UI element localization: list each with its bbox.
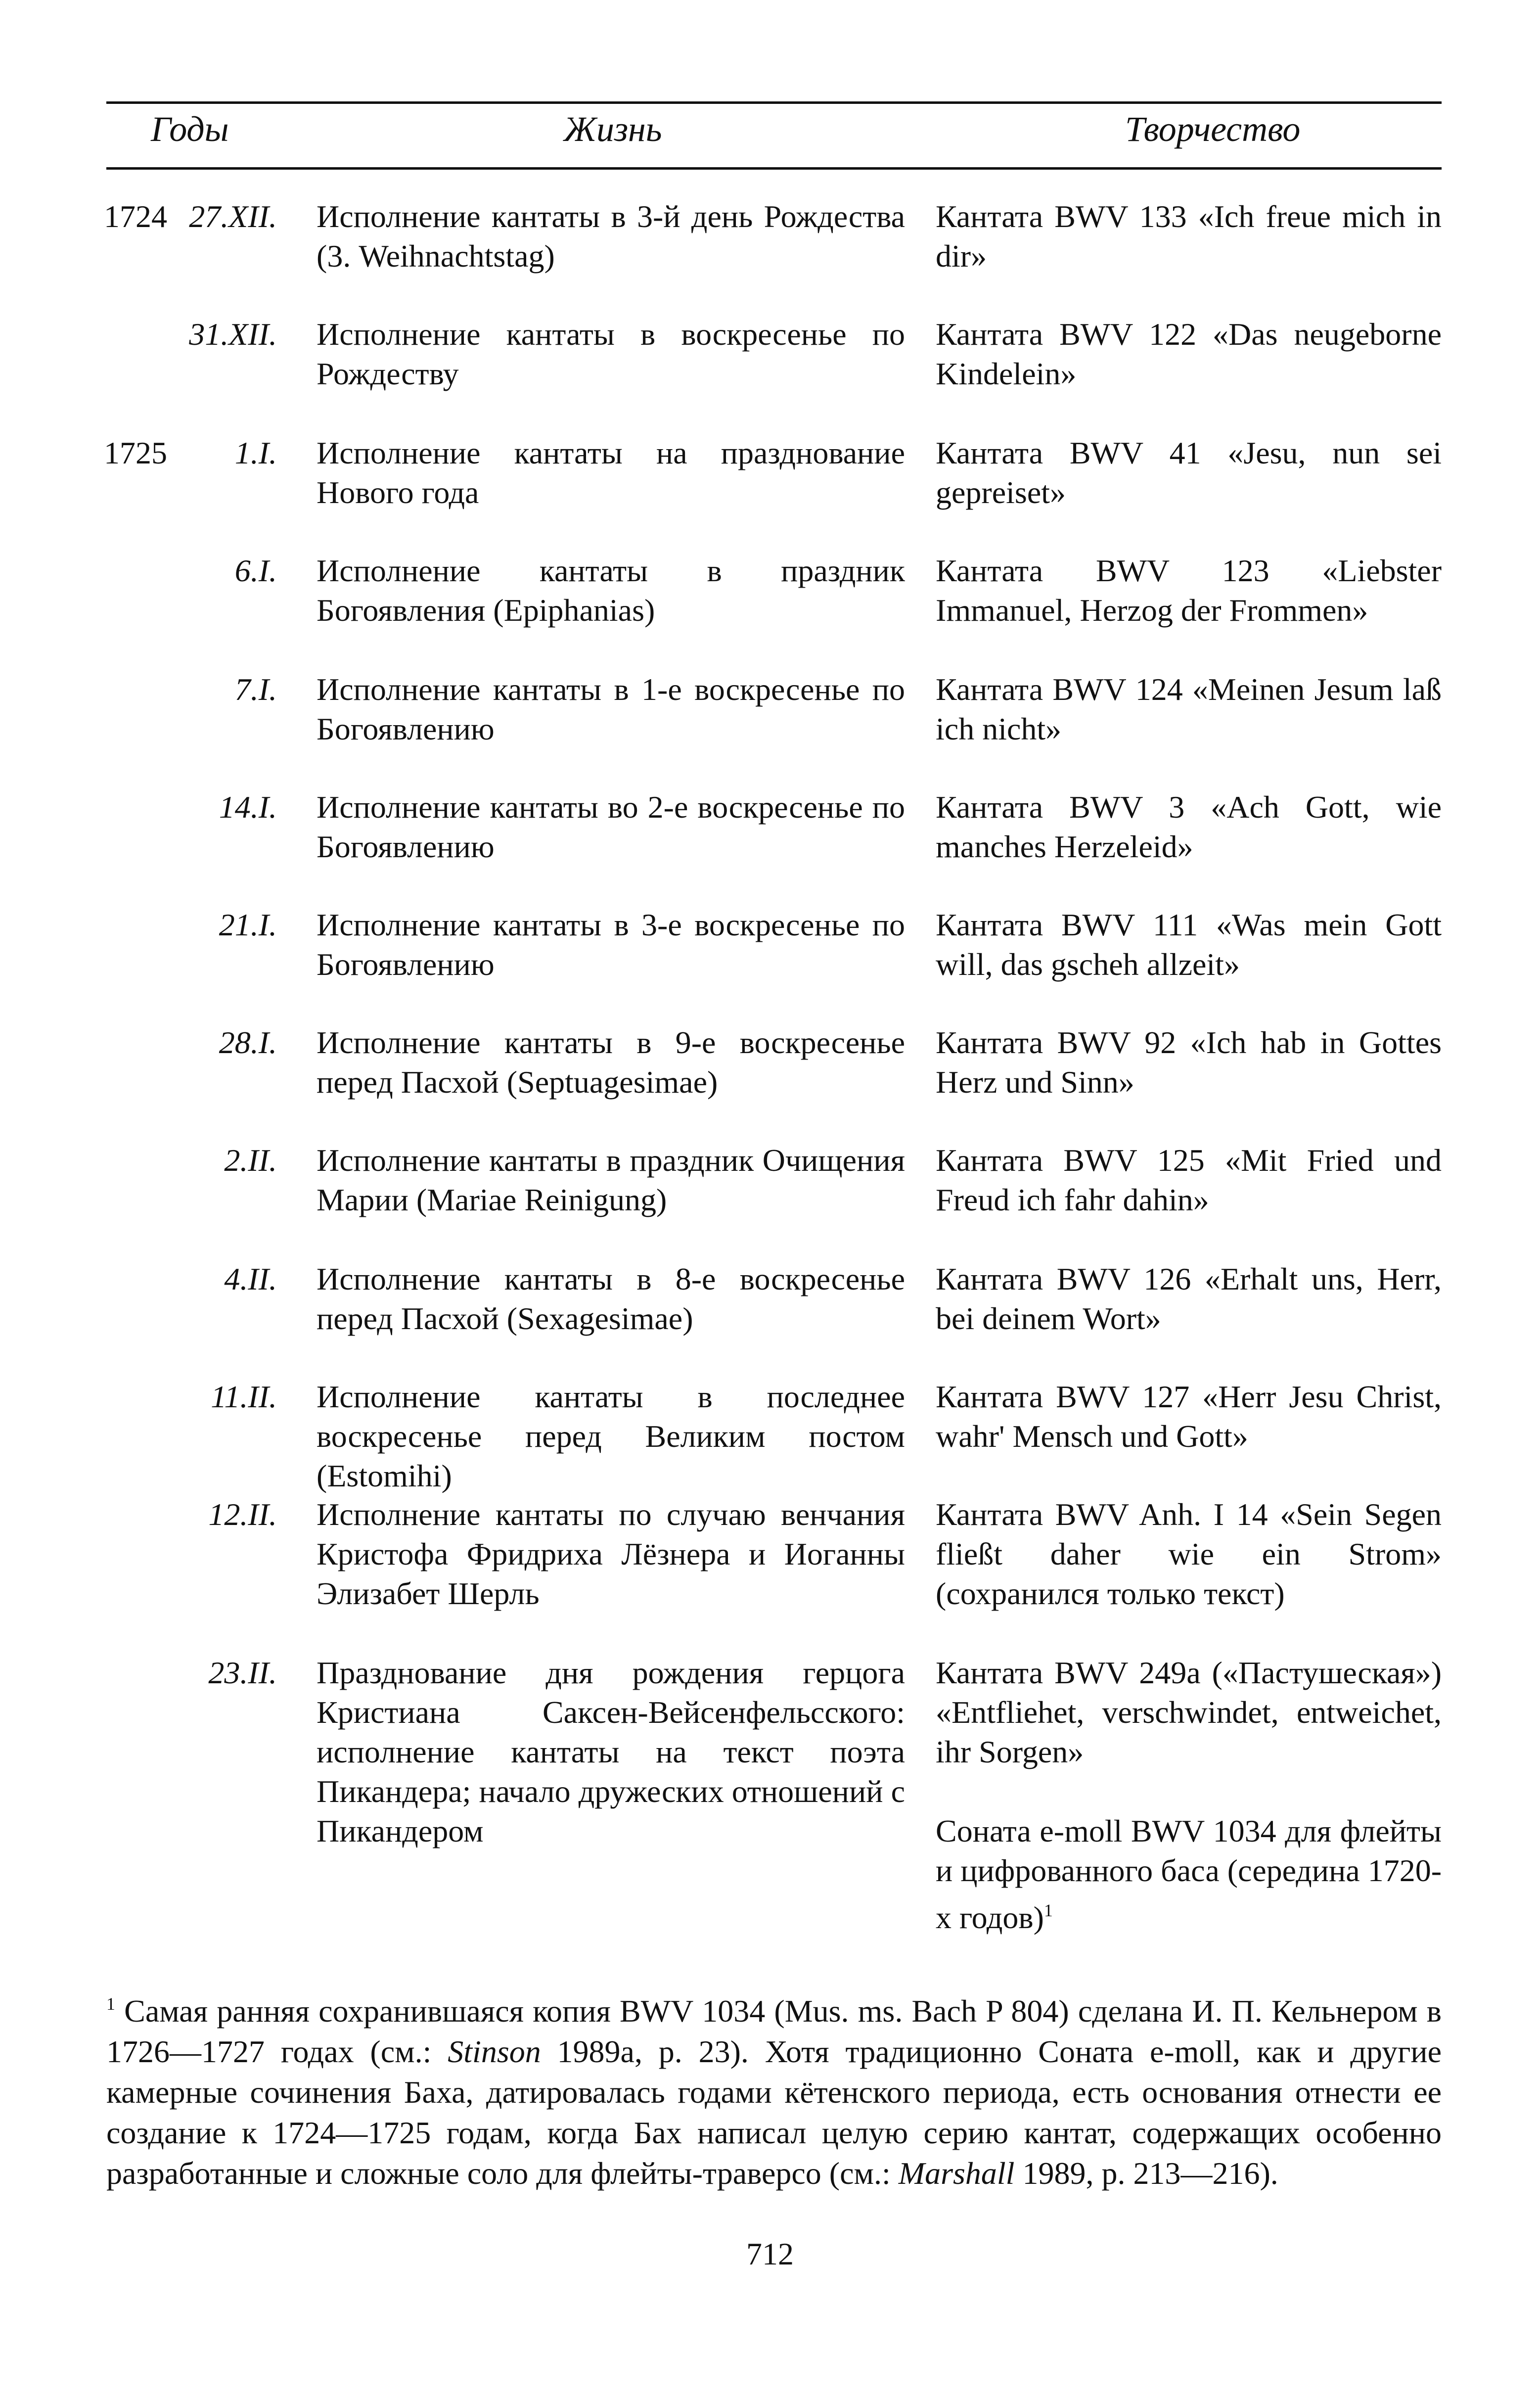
row-life: Исполнение кантаты в 3-й день Рождества (3. Weihnachtstag) [317,199,905,274]
row-date: 7.I. [234,672,277,707]
row-date: 31.XII. [189,317,277,352]
row-life: Исполнение кантаты по случаю венчания Кристофа Фридриха Лёзнера и Иоганны Элизабет Шерль [317,1497,905,1611]
row-work: Кантата BWV 126 «Erhalt uns, Herr, bei deinem Wort» [936,1261,1442,1336]
row-work: Кантата BWV 41 «Jesu, nun sei gepreiset» [936,435,1442,510]
row-date: 28.I. [219,1025,277,1060]
row-work: Кантата BWV 111 «Was mein Gott will, das gscheh allzeit» [936,907,1442,982]
header-work: Творчество [1125,109,1301,149]
page-number: 712 [746,2236,794,2271]
row-life: Исполнение кантаты на празднование Нового года [317,435,905,510]
rule-top [106,101,1442,104]
row-date: 2.II. [224,1143,277,1178]
row-date: 23.II. [208,1655,277,1690]
footnote-cite-1: Stinson [448,2034,541,2069]
row-work: Кантата BWV 127 «Herr Jesu Christ, wahr' Mensch und Gott» [936,1379,1442,1454]
header-life: Жизнь [564,109,662,149]
footnote-text-2: 1989a, p. 23). Хотя традиционно Соната e-moll, как и другие камерные сочинения Баха, датировалась годами кётенского периода, есть основания отнести ее создание к 1724—1725 годам, когда Бах написал целую серию кантат, содержащих особенно разработанные и сложные соло для флейты-траверсо (см.: [106,2034,1442,2191]
row-date: 21.I. [219,907,277,942]
row-life: Исполнение кантаты в воскресенье по Рождеству [317,317,905,391]
row-date: 4.II. [224,1261,277,1296]
footnote-ref: 1 [1043,1900,1053,1920]
row-life: Исполнение кантаты в последнее воскресенье перед Великим постом (Estomihi) [317,1379,905,1493]
row-date: 1.I. [234,435,277,470]
footnote [106,1984,1442,2194]
row-date: 27.XII. [189,199,277,234]
row-life: Исполнение кантаты в праздник Богоявления (Epiphanias) [317,553,905,628]
row-work: Кантата BWV 133 «Ich freue mich in dir» [936,199,1442,274]
row-life: Исполнение кантаты в 1-е воскресенье по Богоявлению [317,672,905,746]
row-work: Кантата BWV 123 «Liebster Immanuel, Herzog der Frommen» [936,553,1442,628]
header-years: Годы [151,109,229,149]
row-year: 1724 [104,199,167,234]
row-life: Исполнение кантаты в 8-е воскресенье перед Пасхой (Sexagesimae) [317,1261,905,1336]
row-year: 1725 [104,435,167,470]
footnote-text-3: 1989, p. 213—216). [1014,2156,1278,2191]
row-work: Кантата BWV 125 «Mit Fried und Freud ich fahr dahin» [936,1143,1442,1217]
row-work: Кантата BWV Anh. I 14 «Sein Segen fließt daher wie ein Strom» (сохранился только текст) [936,1497,1442,1611]
footnote-text-1: Самая ранняя сохранившаяся копия BWV 1034 (Mus. ms. Bach P 804) сделана И. П. Кельнером в 1726—1727 годах (см.: [106,1993,1442,2069]
row-work: Кантата BWV 122 «Das neugeborne Kindelein» [936,317,1442,391]
row-date: 14.I. [219,789,277,825]
footnote-marker: 1 [106,1994,115,2014]
row-date: 11.II. [211,1379,277,1414]
row-date: 12.II. [208,1497,277,1532]
row-work: Кантата BWV 249a («Пастушеская») «Entfliehet, verschwindet, entweichet, ihr Sorgen» [936,1655,1442,1769]
row-life: Исполнение кантаты в 3-е воскресенье по Богоявлению [317,907,905,982]
row-work: Кантата BWV 124 «Meinen Jesum laß ich nicht» [936,672,1442,746]
row-work-extra-text: Соната e-moll BWV 1034 для флейты и цифрованного баса (середина 1720-х годов) [936,1813,1442,1935]
row-life: Исполнение кантаты в праздник Очищения Марии (Mariae Reinigung) [317,1143,905,1217]
footnote-cite-2: Marshall [898,2156,1015,2191]
row-life: Исполнение кантаты в 9-е воскресенье перед Пасхой (Septuagesimae) [317,1025,905,1100]
row-life: Исполнение кантаты во 2-е воскресенье по Богоявлению [317,789,905,864]
row-life: Празднование дня рождения герцога Кристиана Саксен-Вейсенфельсского: исполнение кантаты на текст поэта Пикандера; начало дружеских отношений с Пикандером [317,1655,905,1848]
row-work-extra [936,1811,1442,1938]
rule-header [106,167,1442,170]
row-work: Кантата BWV 92 «Ich hab in Gottes Herz und Sinn» [936,1025,1442,1100]
row-work: Кантата BWV 3 «Ach Gott, wie manches Herzeleid» [936,789,1442,864]
row-date: 6.I. [234,553,277,588]
